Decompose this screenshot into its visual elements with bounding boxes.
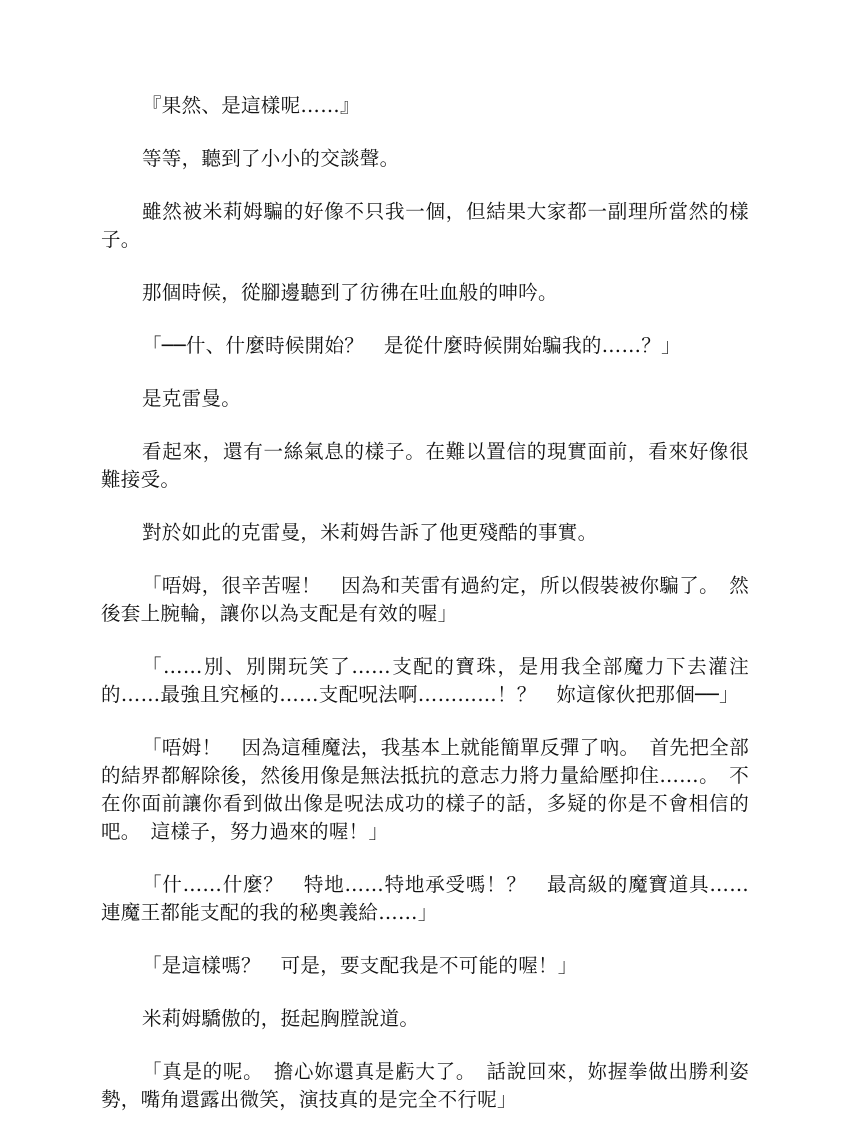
paragraph: 米莉姆驕傲的，挺起胸膛說道。 [142,1007,420,1030]
paragraph: 「……別、別開玩笑了……支配的寶珠，是用我全部魔力下去灌注的……最強且究極的……支配呪法啊…………！？ 妳這傢伙把那個──」 [101,655,749,706]
paragraph: 『果然、是這樣呢……』 [142,94,360,117]
paragraph: 「──什、什麼時候開始？ 是從什麼時候開始騙我的……？」 [142,334,681,357]
paragraph: 等等，聽到了小小的交談聲。 [142,147,400,170]
paragraph: 「是這樣嗎？ 可是，要支配我是不可能的喔！」 [142,954,578,977]
paragraph: 是克雷曼。 [142,387,242,410]
paragraph: 那個時候，從腳邊聽到了彷彿在吐血般的呻吟。 [142,281,558,304]
paragraph: 對於如此的克雷曼，米莉姆告訴了他更殘酷的事實。 [142,521,598,544]
paragraph: 「唔姆，很辛苦喔！ 因為和芙雷有過約定，所以假裝被你騙了。 然後套上腕輪，讓你以為支配是有效的喔」 [101,574,749,625]
paragraph: 「什……什麼？ 特地……特地承受嗎！？ 最高級的魔寶道具……連魔王都能支配的我的秘奧義給……」 [101,873,749,924]
paragraph: 「真是的呢。 擔心妳還真是虧大了。 話說回來，妳握拳做出勝利姿勢，嘴角還露出微笑，演技真的是完全不行呢」 [101,1060,749,1111]
paragraph: 看起來，還有一絲氣息的樣子。在難以置信的現實面前，看來好像很難接受。 [101,440,749,491]
document-page [101,92,749,1139]
paragraph: 「唔姆！ 因為這種魔法，我基本上就能簡單反彈了吶。 首先把全部的結界都解除後，然後用像是無法抵抗的意志力將力量給壓抑住……。 不在你面前讓你看到做出像是呪法成功的樣子的話，多疑的你是不會相信的吧。 這樣子，努力過來的喔！」 [101,736,749,843]
paragraph: 雖然被米莉姆騙的好像不只我一個，但結果大家都一副理所當然的樣子。 [101,200,749,251]
